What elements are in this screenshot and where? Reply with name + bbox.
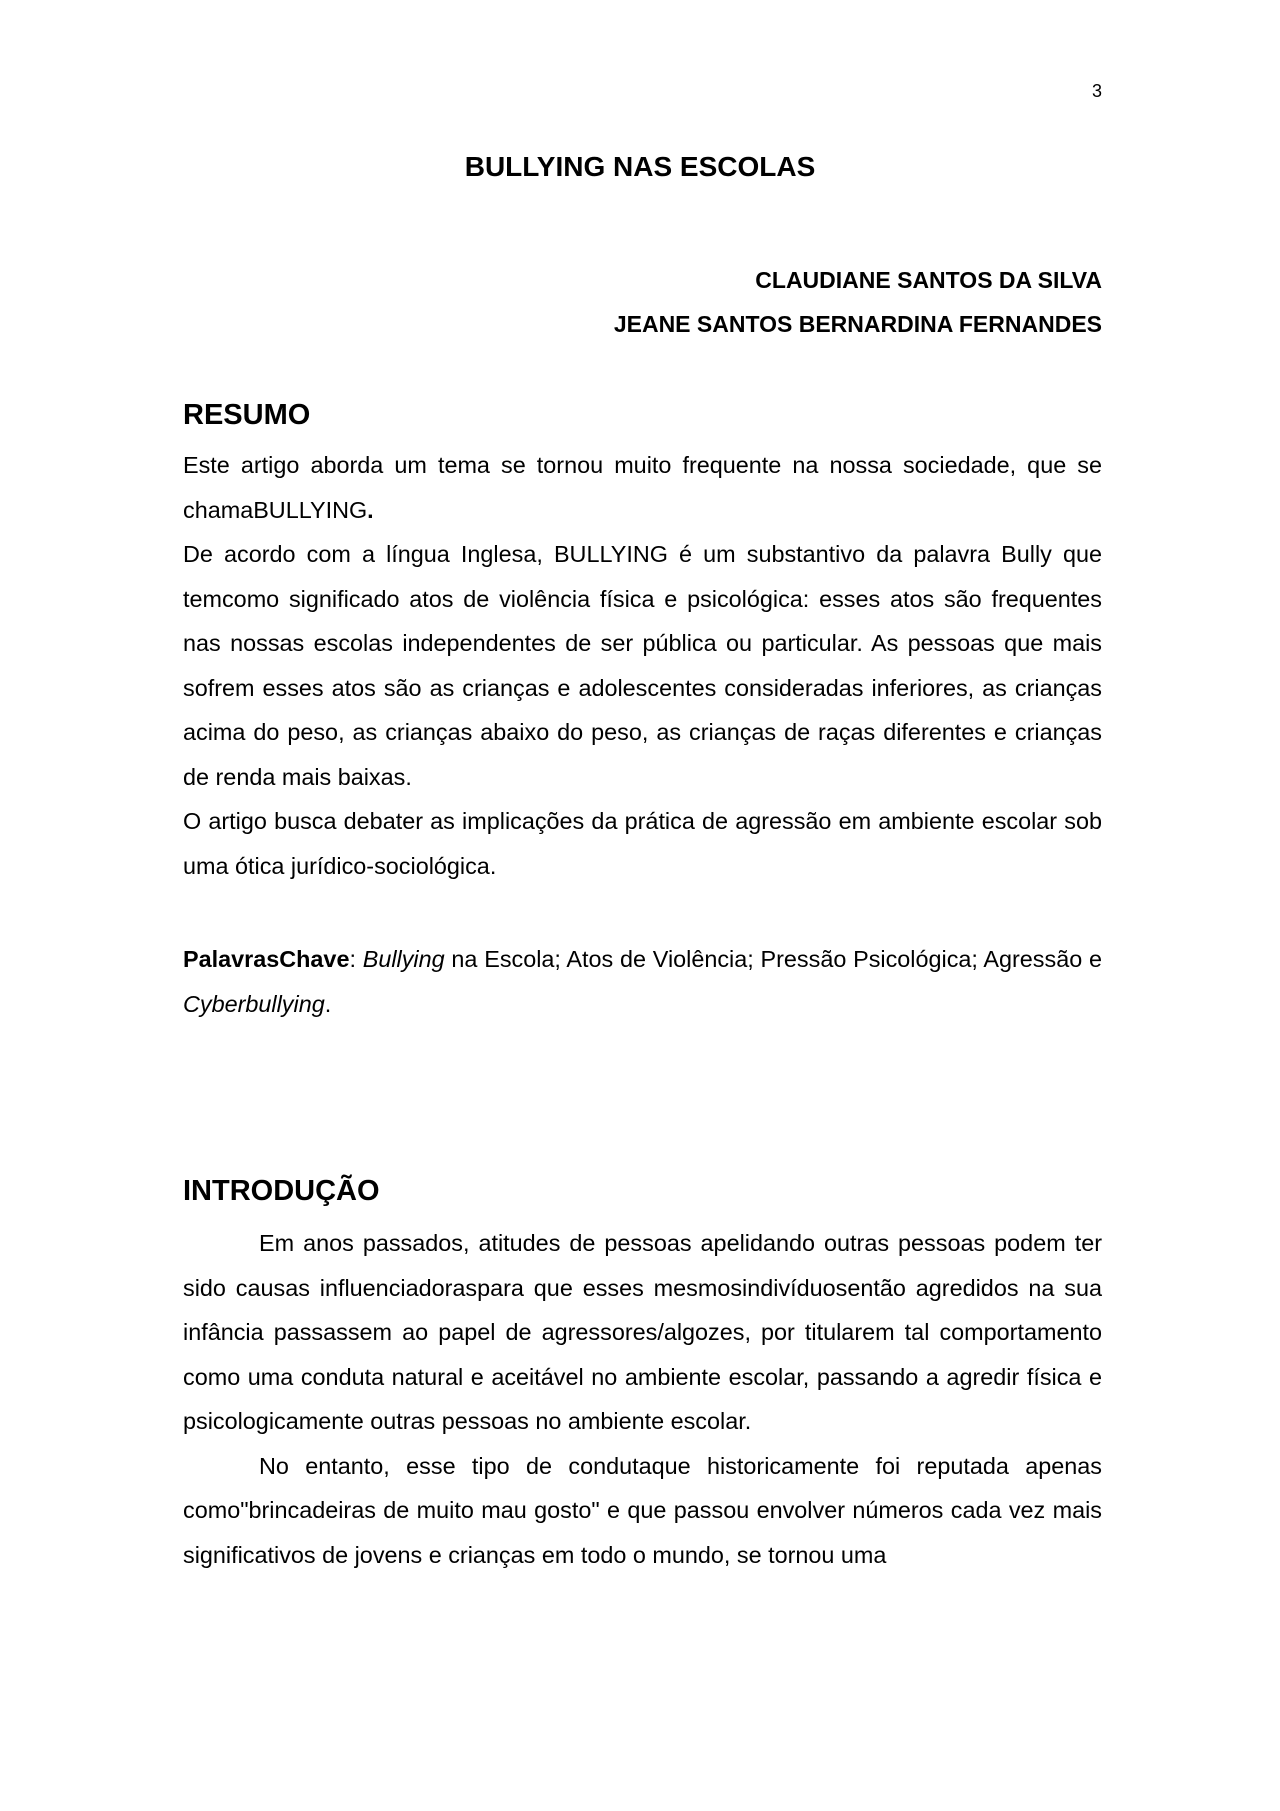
keywords-list: na Escola; Atos de Violência; Pressão Psicológica; Agressão e — [444, 946, 1102, 972]
author-name: CLAUDIANE SANTOS DA SILVA — [755, 267, 1102, 293]
abstract-heading: RESUMO — [183, 399, 311, 431]
abstract-paragraph: O artigo busca debater as implicações da prática de agressão em ambiente escolar sob uma ótica jurídico-sociológica. — [183, 808, 1102, 879]
abstract-paragraph-text: Este artigo aborda um tema se tornou muito frequente na nossa sociedade, que se chamaBULLYING — [183, 452, 1102, 523]
page-number: 3 — [1091, 81, 1102, 101]
keywords-line — [183, 937, 1102, 1026]
introduction-body — [183, 1221, 1102, 1577]
author-name: JEANE SANTOS BERNARDINA FERNANDES — [613, 311, 1102, 337]
introduction-heading: INTRODUÇÃO — [183, 1175, 380, 1207]
abstract-paragraph — [183, 443, 1102, 532]
keywords-end: . — [324, 990, 332, 1017]
abstract-paragraph: De acordo com a língua Inglesa, BULLYING é um substantivo da palavra Bully que temcomo significado atos de violência física e psicológica: esses atos são frequentes nas nossas escolas independentes de ser pública ou particular. As pessoas que mais sofrem esses atos são as crianças e adolescentes consideradas inferiores, as crianças acima do peso, as crianças abaixo do peso, as crianças de raças diferentes e crianças de renda mais baixas. — [183, 541, 1102, 790]
keywords-colon: : — [349, 946, 363, 972]
keywords — [183, 937, 1102, 1026]
abstract-body — [183, 443, 1102, 888]
author-list — [614, 258, 1102, 346]
keyword-cyberbullying: Cyberbullying — [183, 990, 325, 1017]
article-title: BULLYING NAS ESCOLAS — [464, 151, 816, 182]
introduction-paragraph: Em anos passados, atitudes de pessoas apelidando outras pessoas podem ter sido causas influenciadoraspara que esses mesmosindivíduosentão agredidos na sua infância passassem ao papel de agressores/algozes, por titularem tal comportamento como uma conduta natural e aceitável no ambiente escolar, passando a agredir física e psicologicamente outras pessoas no ambiente escolar. — [183, 1230, 1102, 1434]
introduction-paragraph: No entanto, esse tipo de condutaque historicamente foi reputada apenas como"brincadeiras de muito mau gosto" e que passou envolver números cada vez mais significativos de jovens e crianças em todo o mundo, se tornou uma — [183, 1452, 1102, 1568]
keyword-bullying: Bullying — [362, 946, 445, 972]
abstract-paragraph-end: . — [367, 496, 374, 523]
keywords-label: PalavrasChave — [183, 946, 350, 972]
